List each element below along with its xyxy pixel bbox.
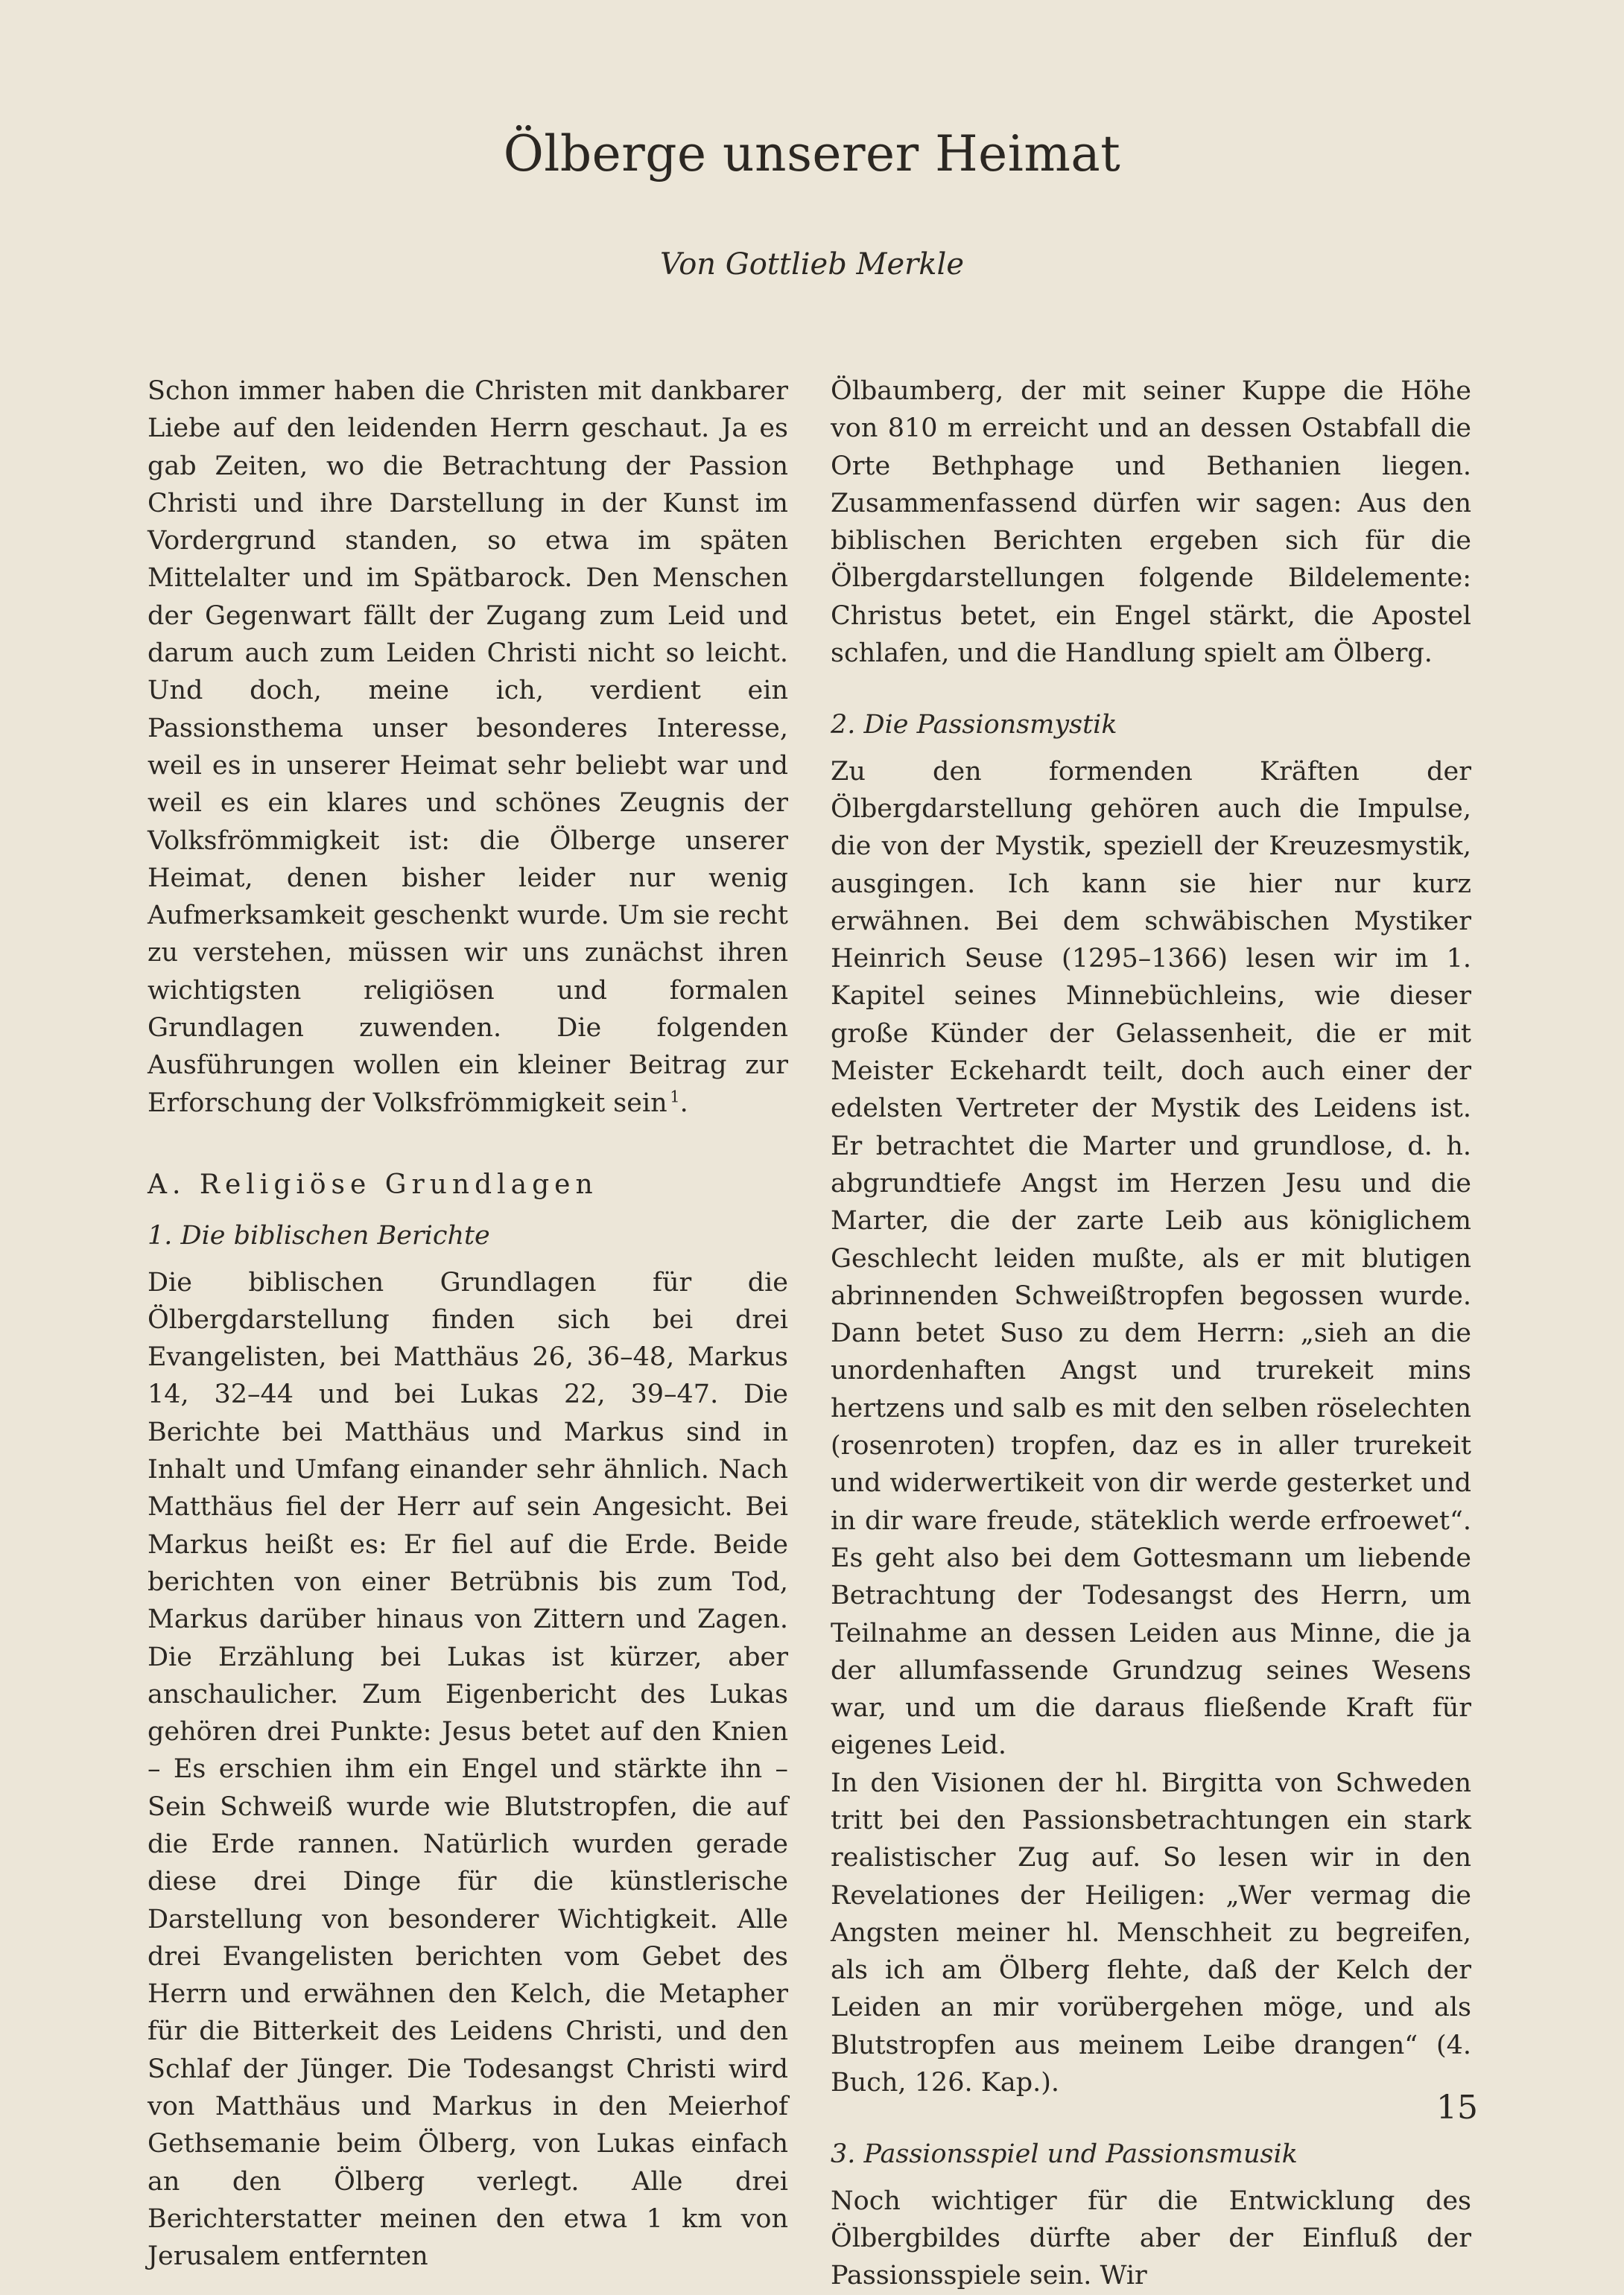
intro-end: . (679, 1088, 688, 1118)
article-title: Ölberge unserer Heimat (503, 125, 1121, 182)
footnote-reference: 1 (670, 1087, 680, 1105)
paragraph-biblical: Die biblischen Grundlagen für die Ölbergdarstellung finden sich bei drei Evangelisten, bei Matthäus 26, 36–48, Markus 14, 32–44 und bei Lukas 22, 39–47. Die Berichte bei Matthäus und Markus sind in Inhalt und Umfang einander sehr ähnlich. Nach Matthäus fiel der Herr auf sein Angesicht. Bei Markus heißt es: Er fiel auf die Erde. Beide berichten von einer Betrübnis bis zum Tod, Markus darüber hinaus von Zittern und Zagen. Die Erzählung bei Lukas ist kürzer, aber anschaulicher. Zum Eigenbericht des Lukas gehören drei Punkte: Jesus betet auf den Knien – Es erschien ihm ein Engel und stärkte ihn – Sein Schweiß wurde wie Blutstropfen, die auf die Erde rannen. Natürlich wurden gerade diese drei Dinge für die künstlerische Darstellung von besonderer Wichtigkeit. Alle drei Evangelisten berichten vom Gebet des Herrn und erwähnen den Kelch, die Metapher für die Bitterkeit des Leidens Christi, und den Schlaf der Jünger. Die Todesangst Christi wird von Matthäus und Markus in den Meierhof Gethsemanie beim Ölberg, von Lukas einfach an den Ölberg verlegt. Alle drei Berichterstatter meinen den etwa 1 km von Jerusalem entfernten (148, 1267, 788, 2272)
subheading-biblical-reports: 1. Die biblischen Berichte (148, 1221, 490, 1251)
section-heading-a: A. Religiöse Grundlagen (148, 1169, 598, 1200)
paragraph-biblical-continued: Ölbaumberg, der mit seiner Kuppe die Höhe von 810 m erreicht und an dessen Ostabfall die Orte Bethphage und Bethanien liegen. Zusammenfassend dürfen wir sagen: Aus den biblischen Berichten ergeben sich für die Ölbergdarstellungen folgende Bildelemente: Christus betet, ein Engel stärkt, die Apostel schlafen, und die Handlung spielt am Ölberg. (831, 376, 1471, 669)
page-number: 15 (1436, 2089, 1478, 2127)
paragraph-mysticism: Zu den formenden Kräften der Ölbergdarstellung gehören auch die Impulse, die von der Mystik, speziell der Kreuzesmystik, ausgingen. Ich kann sie hier nur kurz erwähnen. Bei dem schwäbischen Mystiker Heinrich Seuse (1295–1366) lesen wir im 1. Kapitel seines Minnebüchleins, wie dieser große Künder der Gelassenheit, die er mit Meister Eckehardt teilt, doch auch einer der edelsten Vertreter der Mystik des Leidens ist. Er betrachtet die Marter und grundlose, d. h. abgrundtiefe Angst im Herzen Jesu und die Marter, die der zarte Leib aus königlichem Geschlecht leiden mußte, als er mit blutigen abrinnenden Schweißtropfen begossen wurde. Dann betet Suso zu dem Herrn: „sieh an die unordenhaften Angst und trurekeit mins hertzens und salb es mit den selben röselechten (rosenroten) tropfen, daz es in aller trurekeit und widerwertikeit von dir werde gesterket und in dir ware freude, stäteklich werde erfroewet“. Es geht also bei dem Gottesmann um liebende Betrachtung der Todesangst des Herrn, um Teilnahme an dessen Leiden aus Minne, die ja der allumfassende Grundzug seines Wesens war, und um die daraus fließende Kraft für eigenes Leid. (831, 756, 1471, 1761)
article-author: Von Gottlieb Merkle (660, 247, 964, 282)
paragraph-passion-plays: Noch wichtiger für die Entwicklung des Ölbergbildes dürfte aber der Einfluß der Passionsspiele sein. Wir (831, 2186, 1471, 2291)
subheading-passion-play-music: 3. Passionsspiel und Passionsmusik (831, 2139, 1298, 2170)
intro-text: Schon immer haben die Christen mit dankbarer Liebe auf den leidenden Herrn geschaut. Ja es gab Zeiten, wo die Betrachtung der Passion Christi und ihre Darstellung in der Kunst im Vordergrund standen, so etwa im späten Mittelalter und im Spätbarock. Den Menschen der Gegenwart fällt der Zugang zum Leid und darum auch zum Leiden Christi nicht so leicht. Und doch, meine ich, verdient ein Passionsthema unser besonderes Interesse, weil es in unserer Heimat sehr beliebt war und weil es ein klares und schönes Zeugnis der Volksfrömmigkeit ist: die Ölberge unserer Heimat, denen bisher leider nur wenig Aufmerksamkeit geschenkt wurde. Um sie recht zu verstehen, müssen wir uns zunächst ihren wichtigsten religiösen und formalen Grundlagen zuwenden. Die folgenden Ausführungen wollen ein kleiner Beitrag zur Erforschung der Volksfrömmigkeit sein (148, 376, 788, 1118)
subheading-passion-mysticism: 2. Die Passionsmystik (831, 710, 1117, 740)
paragraph-birgitta: In den Visionen der hl. Birgitta von Schweden tritt bei den Passionsbetrachtungen ein stark realistischer Zug auf. So lesen wir in den Revelationes der Heiligen: „Wer vermag die Angsten meiner hl. Menschheit zu begreifen, als ich am Ölberg flehte, daß der Kelch der Leiden an mir vorübergehen möge, und als Blutstropfen aus meinem Leibe drangen“ (4. Buch, 126. Kap.). (831, 1768, 1471, 2098)
right-column (831, 372, 1471, 2295)
intro-paragraph (148, 372, 788, 1122)
left-column (148, 372, 788, 2276)
